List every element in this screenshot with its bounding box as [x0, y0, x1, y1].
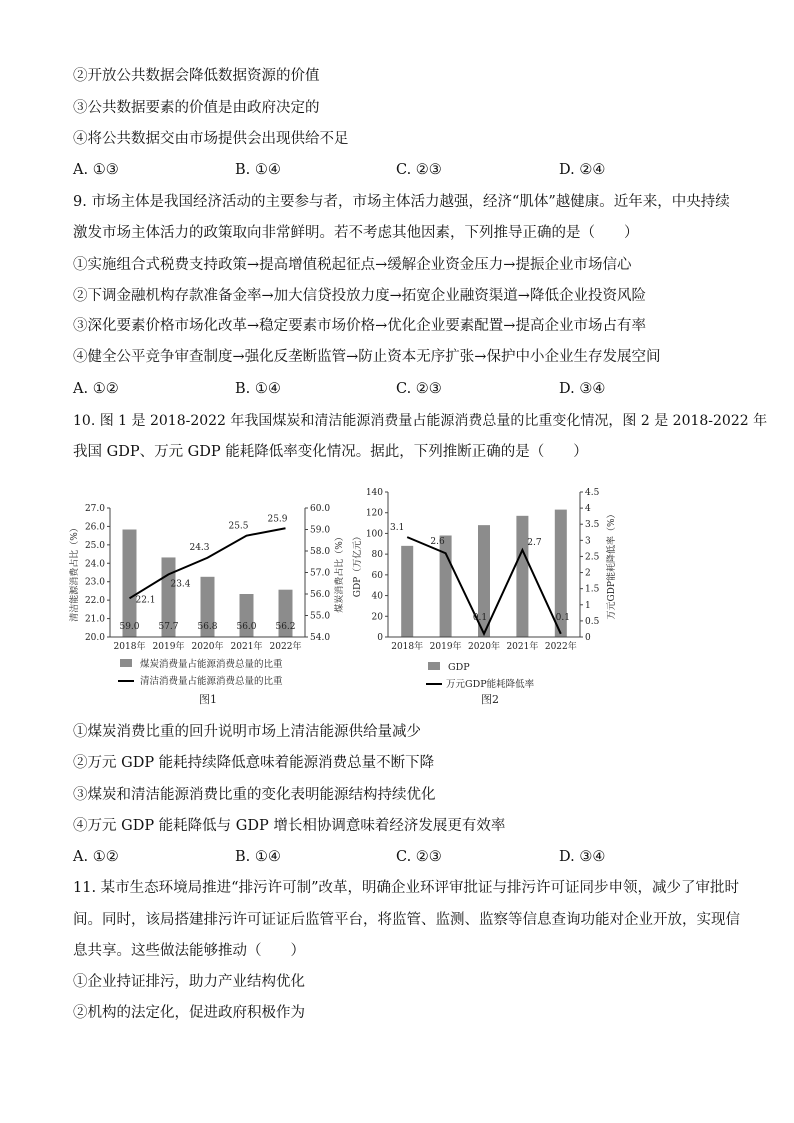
fig1-bar-label: 56.2: [275, 622, 296, 632]
fig2-right-tick-label: 4.5: [585, 488, 600, 498]
fig1-bar-label: 56.0: [236, 622, 257, 632]
fig2-left-tick-label: 140: [365, 488, 383, 498]
fig2-x-tick-label: 2018年: [391, 642, 424, 652]
q8-option-a[interactable]: A. ①③: [73, 162, 119, 178]
q10-stem-line1: 10. 图 1 是 2018-2022 年我国煤炭和清洁能源消费量占能源消费总量的比重变化情况，图 2 是 2018-2022 年: [73, 413, 768, 429]
figure-2-chart: [350, 472, 650, 710]
q10-option-a[interactable]: A. ①②: [73, 849, 119, 865]
fig1-left-axis-title: 清洁能源消费占比（%）: [70, 523, 80, 622]
fig1-left-tick-label: 21.0: [84, 614, 105, 625]
fig2-legend-line-label: 万元GDP能耗降低率: [446, 679, 535, 690]
fig2-x-tick-label: 2020年: [468, 642, 500, 652]
fig2-left-axis-title: GDP（万亿元）: [353, 531, 363, 598]
fig1-right-tick-label: 58.0: [310, 547, 331, 557]
fig1-bar-label: 59.0: [119, 622, 140, 632]
q10-item1: ①煤炭消费比重的回升说明市场上清洁能源供给量减少: [73, 724, 421, 740]
fig2-right-tick-label: 0.5: [585, 616, 600, 627]
q11-item1: ①企业持证排污，助力产业结构优化: [73, 974, 305, 990]
fig2-legend-bar-label: GDP: [448, 662, 470, 673]
fig1-x-tick-label: 2020年: [191, 642, 224, 652]
q9-item3: ③深化要素价格市场化改革→稳定要素市场价格→优化企业要素配置→提高企业市场占有率: [73, 318, 646, 334]
q11-item2: ②机构的法定化，促进政府积极作为: [73, 1005, 305, 1021]
q9-stem-line1: 9. 市场主体是我国经济活动的主要参与者，市场主体活力越强，经济“肌体”越健康。近年来，中央持续: [73, 194, 730, 210]
fig1-right-tick-label: 57.0: [310, 568, 331, 579]
q9-item1: ①实施组合式税费支持政策→提高增值税起征点→缓解企业资金压力→提振企业市场信心: [73, 257, 632, 273]
fig1-right-tick-label: 55.0: [310, 611, 331, 622]
fig2-right-tick-label: 2: [585, 568, 591, 579]
fig2-right-tick-label: 3.5: [585, 520, 600, 531]
fig1-right-tick-label: 59.0: [310, 525, 331, 536]
fig1-x-tick-label: 2019年: [152, 642, 185, 652]
fig1-left-tick-label: 22.0: [84, 596, 105, 607]
fig2-left-tick-label: 120: [365, 508, 383, 519]
q10-option-d[interactable]: D. ③④: [559, 849, 606, 865]
q9-option-c[interactable]: C. ②③: [396, 381, 442, 397]
fig1-line-label: 22.1: [135, 595, 156, 606]
fig1-line-label: 25.9: [267, 514, 288, 525]
fig1-legend-bar-label: 煤炭消费量占能源消费总量的比重: [140, 659, 283, 670]
q10-item4: ④万元 GDP 能耗降低与 GDP 增长相协调意味着经济发展更有效率: [73, 818, 506, 834]
fig1-caption: 图1: [199, 693, 217, 706]
fig2-right-tick-label: 0: [585, 633, 591, 643]
fig2-x-tick-label: 2021年: [506, 642, 539, 652]
q10-item2: ②万元 GDP 能耗持续降低意味着能源消费总量不断下降: [73, 755, 435, 771]
fig1-right-tick-label: 60.0: [310, 504, 331, 514]
fig1-left-tick-label: 25.0: [84, 540, 105, 551]
q9-item2: ②下调金融机构存款准备金率→加大信贷投放力度→拓宽企业融资渠道→降低企业投资风险: [73, 288, 646, 304]
fig1-line-label: 23.4: [170, 579, 191, 590]
q9-stem-line2: 激发市场主体活力的政策取向非常鲜明。若不考虑其他因素，下列推导正确的是（ ）: [73, 225, 639, 241]
q8-item2: ②开放公共数据会降低数据资源的价值: [73, 68, 320, 84]
fig2-legend-bar-swatch: [428, 662, 440, 670]
fig1-line-label: 25.5: [228, 521, 249, 532]
fig1-x-tick-label: 2021年: [230, 642, 263, 652]
q8-option-b[interactable]: B. ①④: [235, 162, 281, 178]
q10-option-c[interactable]: C. ②③: [396, 849, 442, 865]
q9-option-d[interactable]: D. ③④: [559, 381, 606, 397]
fig1-legend-bar-swatch: [120, 659, 132, 667]
fig2-line-label: 2.7: [527, 538, 542, 548]
fig1-line-label: 24.3: [189, 542, 210, 553]
fig1-right-tick-label: 56.0: [310, 590, 331, 600]
fig2-x-tick-label: 2019年: [429, 642, 462, 652]
fig2-caption: 图2: [481, 693, 499, 706]
fig1-right-axis-title: 煤炭消费占比（%）: [335, 532, 345, 613]
fig2-left-tick-label: 60: [371, 570, 383, 581]
fig1-right-tick-label: 54.0: [310, 633, 331, 643]
fig1-x-tick-label: 2018年: [113, 642, 146, 652]
fig1-bar-label: 56.8: [197, 622, 218, 632]
q9-option-b[interactable]: B. ①④: [235, 381, 281, 397]
fig1-left-tick-label: 26.0: [84, 522, 105, 533]
fig2-x-tick-label: 2022年: [544, 642, 577, 652]
q10-option-b[interactable]: B. ①④: [235, 849, 281, 865]
q8-item3: ③公共数据要素的价值是由政府决定的: [73, 100, 320, 116]
fig2-right-tick-label: 1.5: [585, 584, 600, 595]
fig1-left-tick-label: 23.0: [84, 577, 105, 588]
fig2-line-label: 0.1: [555, 612, 570, 623]
q11-stem-line2: 间。同时，该局搭建排污许可证证后监管平台，将监管、监测、监察等信息查询功能对企业开放，实现信: [73, 912, 740, 928]
fig2-bar: [401, 546, 413, 637]
q9-option-a[interactable]: A. ①②: [73, 381, 119, 397]
fig2-right-axis-title: 万元GDP能耗降低率（%）: [607, 509, 617, 620]
fig2-left-tick-label: 80: [371, 550, 383, 561]
fig2-bar: [516, 516, 528, 637]
q9-item4: ④健全公平竞争审查制度→强化反垄断监管→防止资本无序扩张→保护中小企业生存发展空间: [73, 349, 661, 365]
fig2-right-tick-label: 1: [585, 600, 591, 611]
fig1-left-tick-label: 24.0: [84, 559, 105, 570]
fig1-x-tick-label: 2022年: [269, 642, 302, 652]
q10-stem-line2: 我国 GDP、万元 GDP 能耗降低率变化情况。据此，下列推断正确的是（ ）: [73, 444, 588, 460]
fig1-bar-label: 57.7: [158, 622, 179, 632]
fig1-left-tick-label: 27.0: [84, 504, 105, 514]
fig1-bar: [123, 530, 137, 638]
fig2-right-tick-label: 4: [585, 504, 591, 515]
q8-option-d[interactable]: D. ②④: [559, 162, 606, 178]
figure-1-chart: [60, 472, 370, 710]
q11-stem-line1: 11. 某市生态环境局推进“排污许可制”改革，明确企业环评审批证与排污许可证同步申领，减少了审批时: [73, 880, 739, 896]
fig2-line-label: 2.6: [430, 537, 445, 548]
q8-item4: ④将公共数据交由市场提供会出现供给不足: [73, 131, 349, 147]
fig2-left-tick-label: 0: [377, 633, 383, 643]
q11-stem-line3: 息共享。这些做法能够推动（ ）: [73, 943, 305, 959]
fig2-line-label: 3.1: [390, 523, 405, 534]
q8-option-c[interactable]: C. ②③: [396, 162, 442, 178]
fig1-left-tick-label: 20.0: [84, 633, 105, 643]
q10-item3: ③煤炭和清洁能源消费比重的变化表明能源结构持续优化: [73, 787, 436, 803]
fig2-left-tick-label: 40: [371, 591, 383, 602]
fig1-legend-line-label: 清洁消费量占能源消费总量的比重: [140, 676, 283, 687]
fig2-left-tick-label: 100: [365, 529, 383, 540]
fig2-left-tick-label: 20: [371, 612, 383, 623]
fig2-line-label: 0.1: [472, 612, 488, 623]
fig2-right-tick-label: 3: [585, 536, 591, 547]
fig2-right-tick-label: 2.5: [585, 552, 600, 563]
